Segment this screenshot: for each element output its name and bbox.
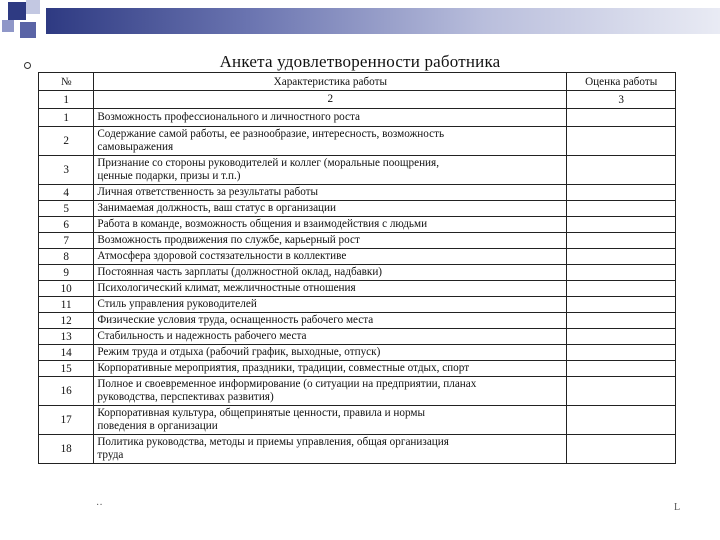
row-score-cell[interactable] [567, 185, 676, 201]
header-score: Оценка работы [567, 73, 676, 91]
page-title: Анкета удовлетворенности работника [219, 52, 501, 71]
row-score-cell[interactable] [567, 406, 676, 435]
table-row [39, 265, 676, 281]
index-score: 3 [567, 91, 676, 109]
row-score-cell[interactable] [567, 156, 676, 185]
table-row [39, 329, 676, 345]
table-header-row [39, 73, 676, 91]
table-row [39, 233, 676, 249]
decor-square [8, 2, 26, 20]
header-gradient-bar [46, 8, 720, 34]
row-characteristic: Занимаемая должность, ваш статус в организации [94, 201, 567, 217]
table-row [39, 313, 676, 329]
row-number: 16 [39, 377, 94, 406]
row-score-cell[interactable] [567, 109, 676, 127]
row-score-cell[interactable] [567, 217, 676, 233]
table-row [39, 127, 676, 156]
row-characteristic: Работа в команде, возможность общения и взаимодействия с людьми [94, 217, 567, 233]
row-characteristic: Атмосфера здоровой состязательности в коллективе [94, 249, 567, 265]
row-score-cell[interactable] [567, 345, 676, 361]
row-number: 18 [39, 435, 94, 464]
row-score-cell[interactable] [567, 265, 676, 281]
row-score-cell[interactable] [567, 281, 676, 297]
header-num: № [39, 73, 94, 91]
row-number: 1 [39, 109, 94, 127]
row-characteristic: Корпоративная культура, общепринятые ценности, правила и нормы поведения в организации [94, 406, 567, 435]
survey-table [38, 72, 676, 464]
row-score-cell[interactable] [567, 201, 676, 217]
row-number: 14 [39, 345, 94, 361]
row-score-cell[interactable] [567, 233, 676, 249]
table-row [39, 377, 676, 406]
row-characteristic: Содержание самой работы, ее разнообразие, интересность, возможность самовыражения [94, 127, 567, 156]
row-characteristic: Режим труда и отдыха (рабочий график, выходные, отпуск) [94, 345, 567, 361]
table-row [39, 406, 676, 435]
row-characteristic: Психологический климат, межличностные отношения [94, 281, 567, 297]
decor-square [26, 0, 40, 14]
row-number: 7 [39, 233, 94, 249]
index-characteristic: 2 [94, 91, 567, 109]
row-number: 3 [39, 156, 94, 185]
row-score-cell[interactable] [567, 435, 676, 464]
row-score-cell[interactable] [567, 313, 676, 329]
row-number: 5 [39, 201, 94, 217]
row-number: 2 [39, 127, 94, 156]
row-number: 6 [39, 217, 94, 233]
index-num: 1 [39, 91, 94, 109]
row-number: 4 [39, 185, 94, 201]
table-row [39, 201, 676, 217]
row-score-cell[interactable] [567, 377, 676, 406]
table-row [39, 297, 676, 313]
row-score-cell[interactable] [567, 361, 676, 377]
table-row [39, 109, 676, 127]
header-characteristic: Характеристика работы [94, 73, 567, 91]
row-number: 17 [39, 406, 94, 435]
footer-mark-left: ·· [96, 500, 103, 511]
row-number: 13 [39, 329, 94, 345]
row-characteristic: Возможность профессионального и личностного роста [94, 109, 567, 127]
row-characteristic: Корпоративные мероприятия, праздники, традиции, совместные отдых, спорт [94, 361, 567, 377]
row-number: 8 [39, 249, 94, 265]
table-row [39, 249, 676, 265]
table-body [39, 109, 676, 464]
row-score-cell[interactable] [567, 297, 676, 313]
row-score-cell[interactable] [567, 127, 676, 156]
table-row [39, 435, 676, 464]
table-row [39, 345, 676, 361]
header-decoration [0, 0, 46, 46]
row-characteristic: Стабильность и надежность рабочего места [94, 329, 567, 345]
footer-corner-mark: L [674, 502, 681, 513]
column-index-row [39, 91, 676, 109]
table-row [39, 217, 676, 233]
table-row [39, 281, 676, 297]
row-score-cell[interactable] [567, 249, 676, 265]
row-number: 11 [39, 297, 94, 313]
row-characteristic: Постоянная часть зарплаты (должностной оклад, надбавки) [94, 265, 567, 281]
table-row [39, 185, 676, 201]
row-characteristic: Стиль управления руководителей [94, 297, 567, 313]
row-characteristic: Политика руководства, методы и приемы управления, общая организация труда [94, 435, 567, 464]
row-number: 15 [39, 361, 94, 377]
row-characteristic: Полное и своевременное информирование (о ситуации на предприятии, планах руководства, перспективах развития) [94, 377, 567, 406]
decor-square [2, 20, 14, 32]
row-characteristic: Личная ответственность за результаты работы [94, 185, 567, 201]
row-number: 12 [39, 313, 94, 329]
decor-square [20, 22, 36, 38]
row-characteristic: Признание со стороны руководителей и коллег (моральные поощрения, ценные подарки, призы и т.п.) [94, 156, 567, 185]
row-characteristic: Возможность продвижения по службе, карьерный рост [94, 233, 567, 249]
table-row [39, 361, 676, 377]
row-number: 9 [39, 265, 94, 281]
table-row [39, 156, 676, 185]
row-number: 10 [39, 281, 94, 297]
row-score-cell[interactable] [567, 329, 676, 345]
row-characteristic: Физические условия труда, оснащенность рабочего места [94, 313, 567, 329]
